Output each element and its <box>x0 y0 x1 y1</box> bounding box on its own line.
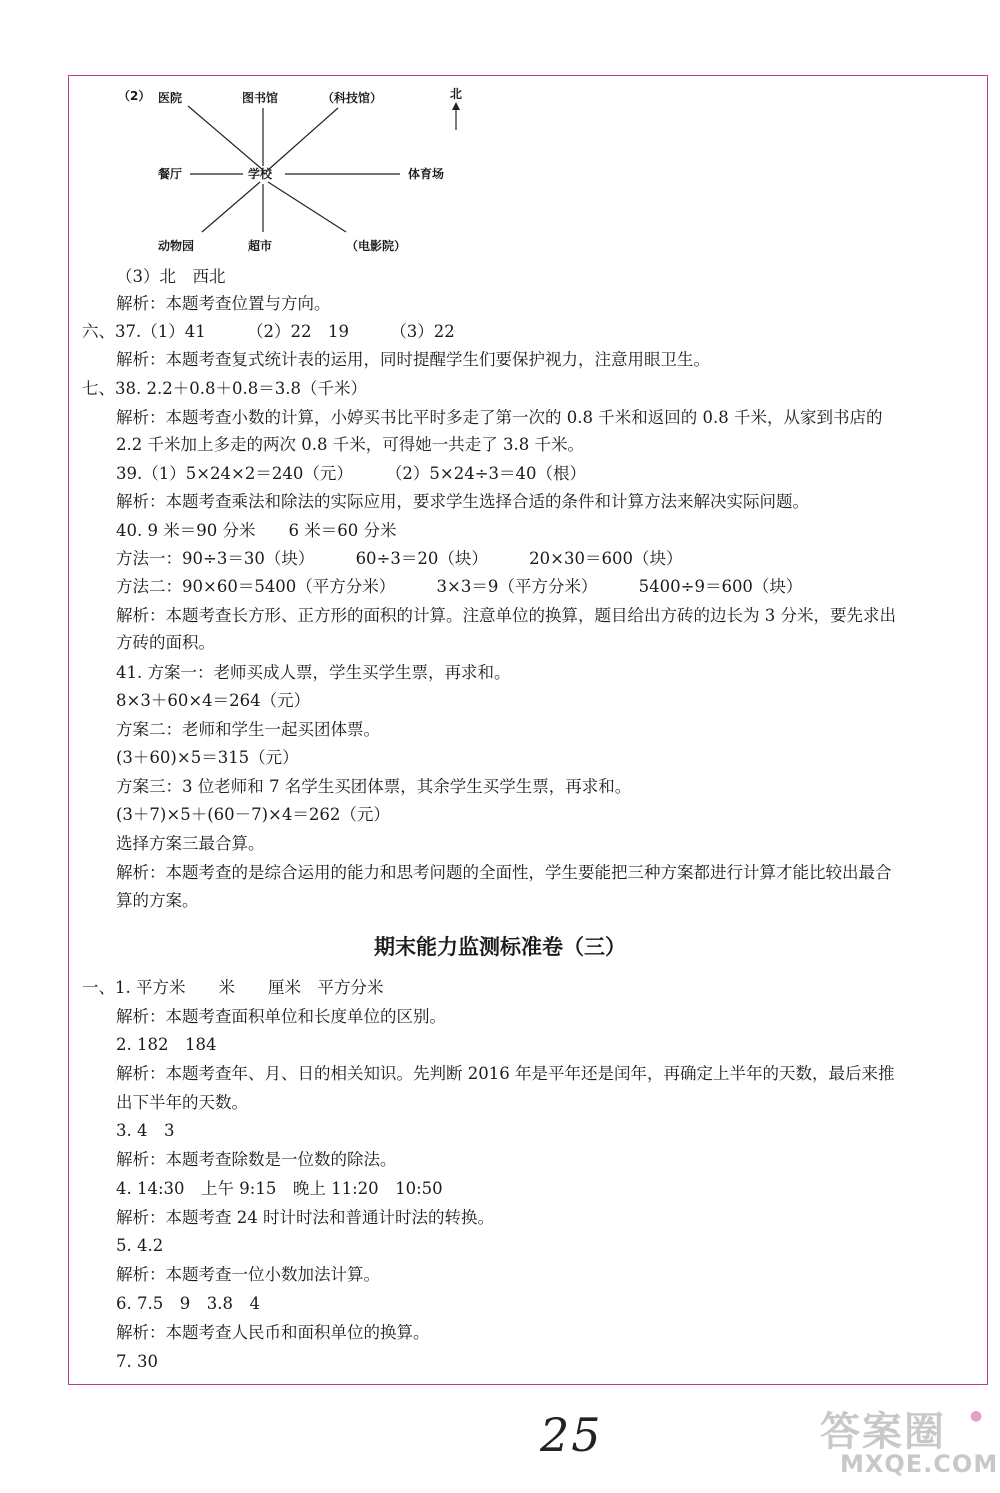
north-label: 北 <box>450 87 463 101</box>
node-stadium: 体育场 <box>408 167 445 181</box>
text-line: 解析：本题考查长方形、正方形的面积的计算。注意单位的换算，题目给出方砖的边长为 3 分米，要先求出 <box>116 606 896 625</box>
text-line: 2.2 千米加上多走的两次 0.8 千米，可得她一共走了 3.8 千米。 <box>116 435 584 454</box>
text-line: 7. 30 <box>116 1352 158 1371</box>
node-hospital: 医院 <box>158 91 183 105</box>
text-line: 解析：本题考查年、月、日的相关知识。先判断 2016 年是平年还是闰年，再确定上半年的天数，最后来推 <box>116 1064 895 1083</box>
text-line: 5. 4.2 <box>116 1236 164 1255</box>
north-arrow-icon <box>452 102 460 110</box>
diagram-part-label: （2） <box>118 89 151 103</box>
node-school: 学校 <box>248 167 273 181</box>
text-line: 解析：本题考查人民币和面积单位的换算。 <box>116 1323 430 1342</box>
direction-diagram <box>100 82 500 262</box>
text-line: 方砖的面积。 <box>116 633 215 652</box>
text-line: 选择方案三最合算。 <box>116 834 265 853</box>
text-line: 出下半年的天数。 <box>116 1093 248 1112</box>
text-line: 解析：本题考查位置与方向。 <box>116 294 331 313</box>
text-line: 算的方案。 <box>116 891 199 910</box>
text-line: 解析：本题考查一位小数加法计算。 <box>116 1265 380 1284</box>
text-line: 解析：本题考查小数的计算，小婷买书比平时多走了第一次的 0.8 千米和返回的 0.8 千米，从家到书店的 <box>116 408 883 427</box>
spoke-se <box>268 182 346 232</box>
text-line: 方案三：3 位老师和 7 名学生买团体票，其余学生买学生票，再求和。 <box>116 777 632 796</box>
text-line: 方法一：90÷3＝30（块） 60÷3＝20（块） 20×30＝600（块） <box>116 549 683 568</box>
watermark-dot-icon: ● <box>970 1408 983 1424</box>
text-line: 4. 14:30 上午 9:15 晚上 11:20 10:50 <box>116 1179 443 1198</box>
text-line: 解析：本题考查的是综合运用的能力和思考问题的全面性，学生要能把三种方案都进行计算才能比较出最合 <box>116 863 892 882</box>
watermark-top-text: 答案圈 <box>820 1409 946 1455</box>
watermark-logo <box>820 1400 999 1488</box>
text-line: 41. 方案一：老师买成人票，学生买学生票，再求和。 <box>116 663 511 682</box>
text-line: 解析：本题考查面积单位和长度单位的区别。 <box>116 1007 446 1026</box>
spoke-sw <box>202 182 260 232</box>
spoke-nw <box>188 106 263 170</box>
text-line: 方法二：90×60＝5400（平方分米） 3×3＝9（平方分米） 5400÷9＝600（块） <box>116 577 803 596</box>
text-line: (3＋7)×5＋(60－7)×4＝262（元） <box>116 805 390 824</box>
text-line: （3）北 西北 <box>116 267 226 286</box>
spoke-ne <box>268 108 338 170</box>
text-line: 解析：本题考查除数是一位数的除法。 <box>116 1150 397 1169</box>
text-line: 解析：本题考查复式统计表的运用，同时提醒学生们要保护视力，注意用眼卫生。 <box>116 350 710 369</box>
text-line: 方案二：老师和学生一起买团体票。 <box>116 720 380 739</box>
text-line: (3＋60)×5＝315（元） <box>116 748 299 767</box>
text-line: 6. 7.5 9 3.8 4 <box>116 1294 260 1313</box>
node-restaurant: 餐厅 <box>158 167 183 181</box>
text-line: 七、38. 2.2＋0.8＋0.8＝3.8（千米） <box>82 379 367 398</box>
node-cinema: （电影院） <box>346 239 407 253</box>
text-line: 解析：本题考查乘法和除法的实际应用，要求学生选择合适的条件和计算方法来解决实际问题。 <box>116 492 809 511</box>
node-zoo: 动物园 <box>158 239 195 253</box>
section-title: 期末能力监测标准卷（三） <box>374 935 626 959</box>
watermark-bottom-text: MXQE.COM <box>840 1450 999 1478</box>
text-line: 2. 182 184 <box>116 1035 217 1054</box>
node-supermarket: 超市 <box>248 239 273 253</box>
text-line: 解析：本题考查 24 时计时法和普通计时法的转换。 <box>116 1208 494 1227</box>
node-library: 图书馆 <box>242 91 279 105</box>
text-line: 一、1. 平方米 米 厘米 平方分米 <box>82 978 384 997</box>
text-line: 8×3＋60×4＝264（元） <box>116 691 311 710</box>
text-line: 39.（1）5×24×2＝240（元） （2）5×24÷3＝40（根） <box>116 464 587 483</box>
handwritten-page-number: 25 <box>540 1408 603 1462</box>
text-line: 40. 9 米＝90 分米 6 米＝60 分米 <box>116 521 397 540</box>
text-line: 3. 4 3 <box>116 1121 175 1140</box>
node-science-museum: （科技馆） <box>322 91 383 105</box>
text-line: 六、37.（1）41 （2）22 19 （3）22 <box>82 322 455 341</box>
